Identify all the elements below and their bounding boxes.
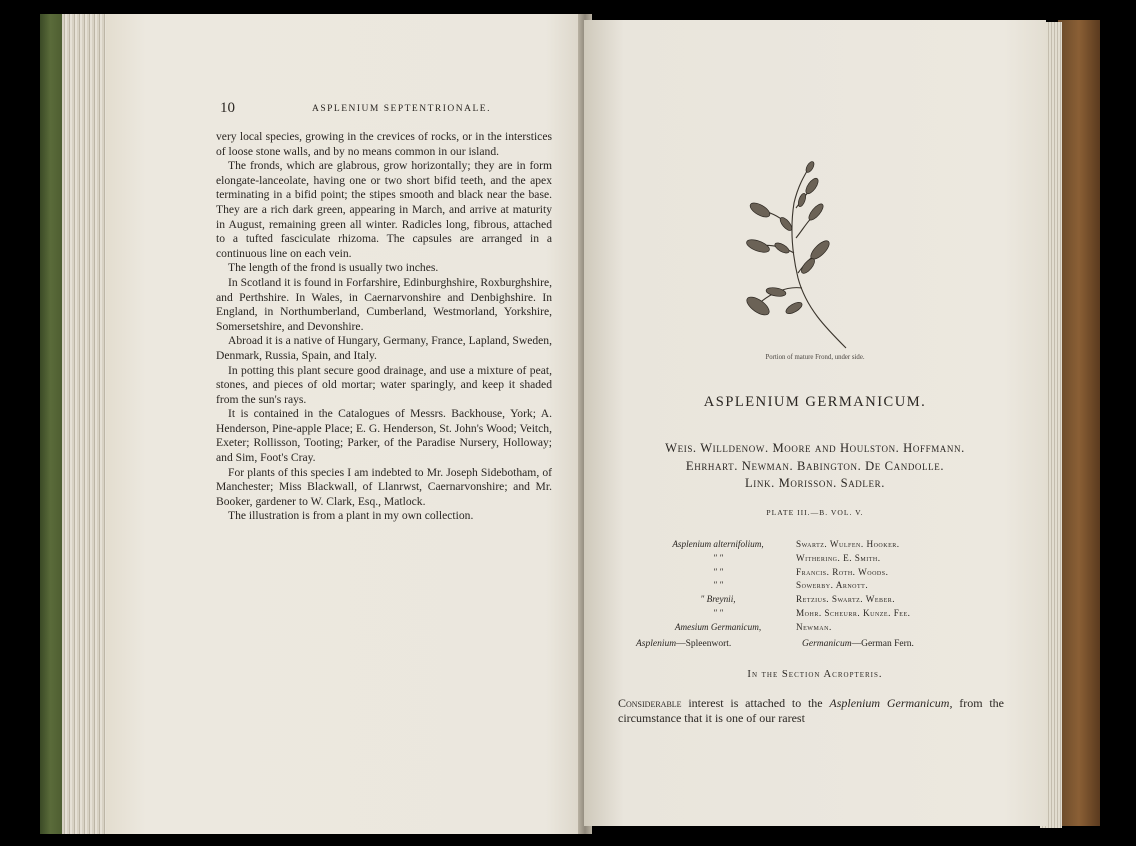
- figure-caption: Portion of mature Frond, under side.: [765, 354, 865, 361]
- authorities-line: Weis. Willdenow. Moore and Houlston. Hoffmann.: [665, 441, 965, 455]
- synonym-authority: Newman.: [796, 621, 832, 632]
- running-head: ASPLENIUM SEPTENTRIONALE.: [312, 104, 491, 114]
- etymology-species: [802, 639, 914, 649]
- etymology-meaning: —German Fern.: [851, 639, 914, 649]
- authorities-line: Link. Morisson. Sadler.: [745, 476, 885, 490]
- paragraph: It is contained in the Catalogues of Messrs. Backhouse, York; A. Henderson, Pine-apple Place; E. G. Henderson, St. John's Wood; Veitch, Exeter; Rollisson, Tooting; Parker, of the Paradise Nursery, Holloway; and Sim, Foot's Cray.: [216, 407, 552, 465]
- plate-reference: PLATE III.—B. VOL. V.: [766, 508, 864, 517]
- section-heading: In the Section Acropteris.: [747, 669, 883, 680]
- left-page: [106, 14, 588, 834]
- intro-italic: Asplenium Germanicum,: [829, 696, 953, 710]
- species-title: ASPLENIUM GERMANICUM.: [703, 394, 927, 410]
- synonyms-authorities: [796, 538, 986, 635]
- synonym-name: Asplenium alternifolium,: [672, 539, 764, 549]
- synonym-name: " ": [712, 580, 723, 591]
- page-edges-left: [62, 14, 112, 834]
- book-cover-right: [1058, 20, 1100, 826]
- synonym-name: " ": [712, 607, 723, 618]
- synonym-authority: Retzius. Swartz. Weber.: [796, 594, 896, 605]
- intro-text: from the circumstance that it is one of our rarest: [618, 696, 1004, 725]
- paragraph: Abroad it is a native of Hungary, Germany, France, Lapland, Sweden, Denmark, Russia, Spain, and Italy.: [216, 334, 552, 362]
- authorities-line: Ehrhart. Newman. Babington. De Candolle.: [685, 458, 945, 473]
- right-page: [584, 20, 1046, 826]
- page-number: 10: [220, 100, 235, 116]
- intro-text: interest is attached to the: [681, 696, 830, 710]
- etymology-term: Germanicum: [802, 639, 852, 649]
- etymology-meaning: —Spleenwort.: [676, 639, 732, 649]
- paragraph: The length of the frond is usually two inches.: [228, 261, 439, 275]
- fern-frond-illustration: [746, 158, 854, 360]
- etymology-genus: [636, 639, 731, 649]
- synonym-authority: Sowerby. Arnott.: [796, 580, 869, 591]
- paragraph: The fronds, which are glabrous, grow horizontally; they are in form elongate-lanceolate, having one or two short bifid teeth, and the apex terminating in a bifid point; the stipes smooth and black near the base. They are a rich dark green, appearing in March, and arrive at maturity in August, remaining green all winter. Radicles long, fibrous, attached to a tufted fasciculate rhizoma. The capsules are arranged in a continuous line on each vein.: [216, 159, 552, 260]
- synonyms-names: [628, 538, 808, 635]
- authorities-list: [602, 440, 1028, 493]
- paragraph: very local species, growing in the crevices of rocks, or in the interstices of loose stone walls, and by no means common in our island.: [216, 130, 552, 158]
- etymology-term: Asplenium: [636, 639, 677, 649]
- synonym-name: " ": [712, 552, 723, 563]
- synonym-authority: Withering. E. Smith.: [796, 552, 881, 563]
- synonym-authority: Swartz. Wulfen. Hooker.: [796, 539, 900, 549]
- paragraph: The illustration is from a plant in my own collection.: [228, 509, 474, 523]
- synonym-name: Amesium Germanicum,: [674, 621, 762, 632]
- synonym-name: " Breynii,: [700, 594, 736, 605]
- intro-paragraph: [618, 696, 1004, 726]
- left-page-body: [216, 130, 552, 524]
- paragraph: In potting this plant secure good drainage, and use a mixture of peat, stones, and pieces of old mortar; water sparingly, and keep it shaded from the sun's rays.: [216, 363, 552, 406]
- synonym-authority: Francis. Roth. Woods.: [796, 566, 889, 577]
- synonym-name: " ": [712, 566, 723, 577]
- paragraph: For plants of this species I am indebted to Mr. Joseph Sidebotham, of Manchester; Miss Blackwall, of Llanrwst, Caernarvonshire; and Mr. Booker, gardener to W. Clark, Esq., Matlock.: [216, 465, 552, 508]
- paragraph: In Scotland it is found in Forfarshire, Edinburghshire, Roxburghshire, and Perthshire. In Wales, in Caernarvonshire and Denbighshire. In England, in Northumberland, Cumberland, Westmorland, Yorkshire, Somersetshire, and Devonshire.: [216, 275, 552, 333]
- intro-smallcaps: Considerable: [618, 696, 682, 710]
- synonym-authority: Mohr. Scheurr. Kunze. Fee.: [796, 607, 911, 618]
